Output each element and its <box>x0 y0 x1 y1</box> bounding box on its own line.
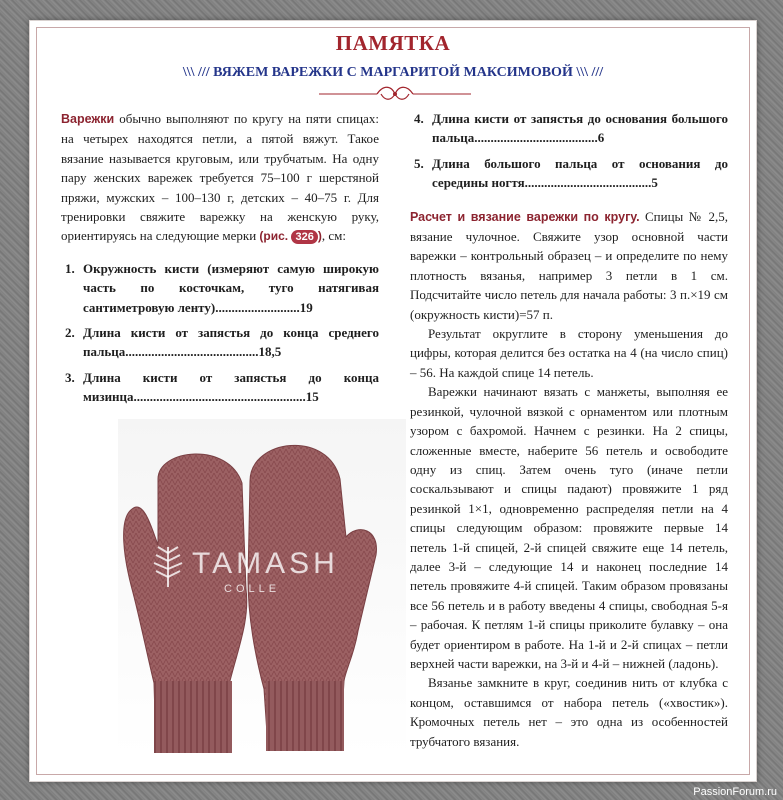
measurement-text: Окружность кисти (измеряют самую широкую часть по косточкам, туго натягивая сантиметровую ленту)..........................19 <box>83 260 379 315</box>
measurements-list-continued <box>410 109 728 193</box>
document-page <box>29 20 757 782</box>
measurement-item <box>61 368 379 407</box>
watermark-main: TAMASH <box>192 547 339 580</box>
site-footer: PassionForum.ru <box>693 786 777 798</box>
section-p1-text: Спицы № 2,5, вязание чулочное. Свяжите узор основной части варежки – контрольный образец – и определите по нему плотность вязанья, например 3 петли в 1 см. Подсчитайте число петель для начала работы: 3 п.×19 см (окружность кисти)=57 п. <box>410 208 728 322</box>
intro-text: обычно выполняют по кругу на пяти спицах: на четырех находятся петли, а пятой вяжут. Такое вязание называется круговым, или трубчатым. На одну пару женских варежек требуется 75–100 г шерстяной пряжи, мужских – 100–130 г, детских – 40–75 г. Для тренировки свяжите варежку на женскую руку, ориентируясь на следующие мерки <box>61 111 379 244</box>
right-column <box>410 109 728 751</box>
watermark-sub: COLLE <box>224 583 281 595</box>
intro-tail: , см: <box>321 228 346 244</box>
section-paragraph-3: Варежки начинают вязать с манжеты, выполняя ее резинкой, чулочной вязкой с орнаментом или плотным узором с бахромой. Начнем с резинки. На 2 спицы, сложенные вместе, наберите 56 петель и освободите одну из спиц. Затем очень туго (иначе петли соскальзывают и спицы падают) провяжите 1 ряд резинкой 1×1, одновременно распределяя петли на 4 спицы следующим образом: провяжите первые 14 петель 1-й спицей, 2-й спицей свяжите еще 14 петель, далее 3-й – следующие 14 и наконец последние 14 петель провяжите 4-й спицей. Таким образом провязаны все 56 петель и в работу введены 4 спицы, свободная 5-я – рабочая. К петлям 1-й спицы приколите булавку – она будет ориентиром в работе. На 1-й и 2-й спицах – петли верхней части варежки, на 3-й и 4-й – нижней (ладонь). <box>410 384 728 671</box>
measurement-number: 5. <box>414 155 424 171</box>
measurement-text: Длина кисти от запястья до конца мизинца.....................................................15 <box>83 369 379 405</box>
measurements-list <box>61 259 379 407</box>
measurement-number: 1. <box>65 260 75 276</box>
ornament-divider <box>315 83 475 105</box>
page-title: ПАМЯТКА <box>335 31 451 55</box>
figure-ref-suffix: ) <box>317 229 322 244</box>
section-paragraph-4: Вязанье замкните в круг, соединив нить от клубка с концом, оставшимся от набора петель («хвостик»). Кромочных петель нет – это одна из особенностей трубчатого вязания. <box>410 675 728 749</box>
left-column <box>61 109 379 413</box>
page-subtitle: \\\ /// ВЯЖЕМ ВАРЕЖКИ С МАРГАРИТОЙ МАКСИМОВОЙ \\\ /// <box>182 65 604 80</box>
measurement-text: Длина кисти от запястья до конца среднего пальца.........................................18,5 <box>83 325 379 360</box>
section-paragraph-1 <box>410 207 728 324</box>
measurement-number: 3. <box>65 369 75 385</box>
measurement-item <box>61 259 379 317</box>
intro-paragraph <box>61 109 379 247</box>
measurement-text: Длина большого пальца от основания до середины ногтя.......................................5 <box>432 155 728 191</box>
measurement-item <box>61 323 379 362</box>
wheat-logo-icon <box>148 543 188 589</box>
figure-ref-prefix: (рис. <box>259 229 289 244</box>
figure-ref-number: 326 <box>291 230 317 244</box>
measurement-item <box>410 109 728 148</box>
figure-reference <box>259 229 321 243</box>
measurement-text: Длина кисти от запястья до основания большого пальца......................................6 <box>432 111 728 146</box>
measurement-item <box>410 154 728 193</box>
measurement-number: 2. <box>65 325 75 341</box>
watermark <box>148 539 408 609</box>
measurement-number: 4. <box>414 111 424 126</box>
intro-lead-word: Варежки <box>61 112 115 126</box>
section-heading: Расчет и вязание варежки по кругу. <box>410 209 640 224</box>
section-paragraph-2: Результат округлите в сторону уменьшения до цифры, которая делится без остатка на 4 (на число спиц) – 56. На каждой спице 14 петель. <box>410 326 728 380</box>
